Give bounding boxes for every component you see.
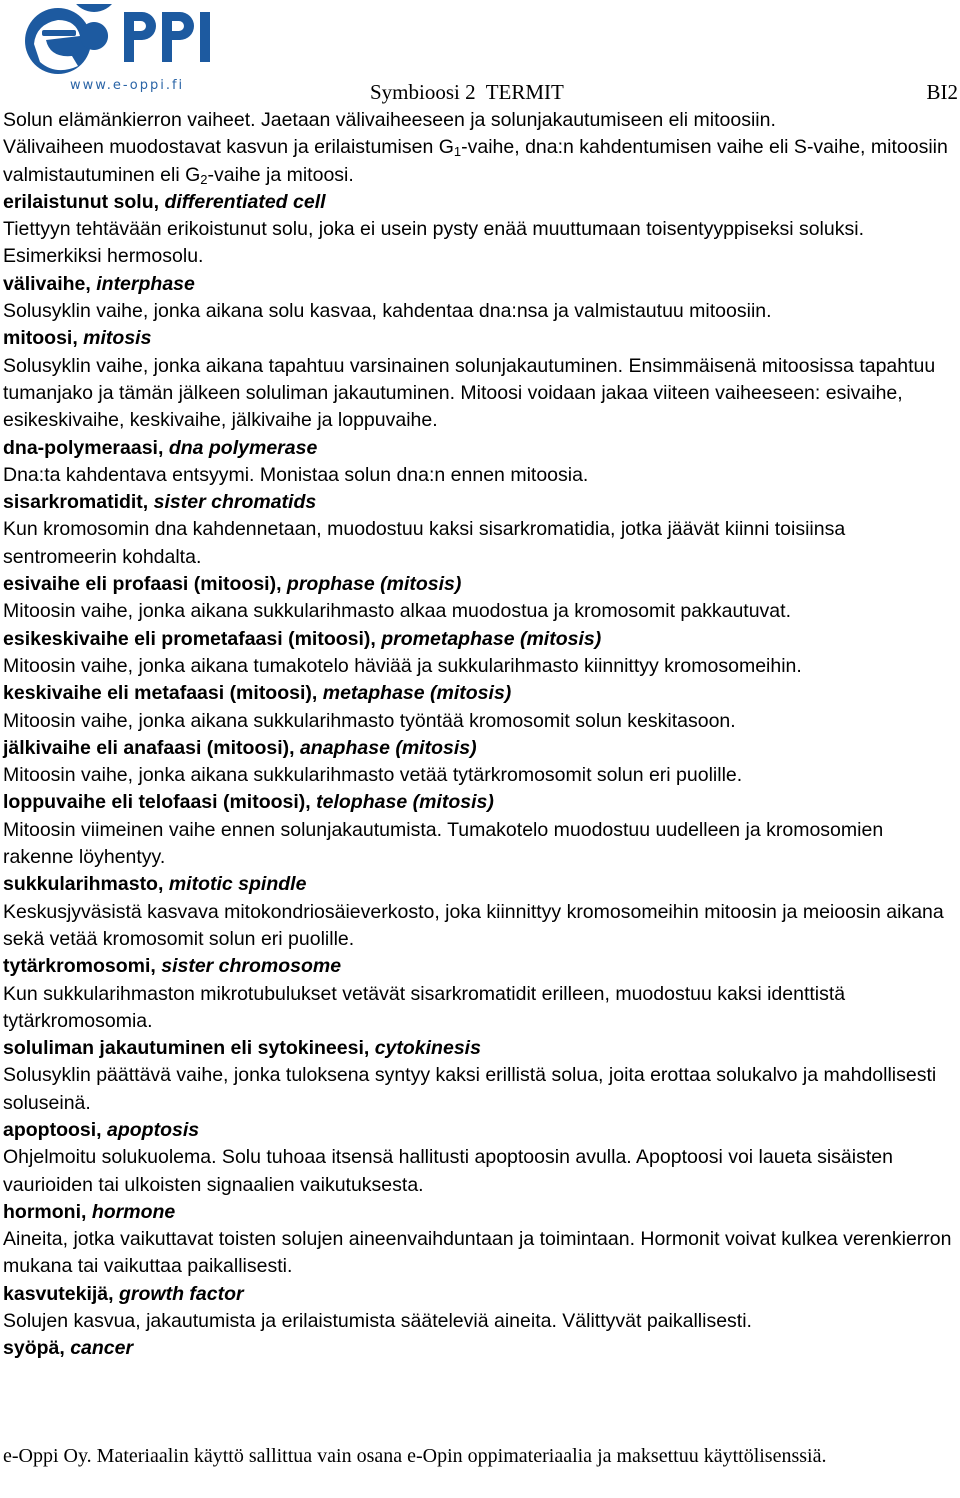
- term-english: sister chromatids: [153, 491, 317, 514]
- document-body: [3, 107, 955, 1363]
- term-definition: Mitoosin vaihe, jonka aikana sukkularihmasto alkaa muodostua ja kromosomit pakkautuvat.: [3, 600, 791, 623]
- intro-subscript-1: 1: [453, 144, 462, 160]
- term-heading: [3, 1335, 955, 1362]
- term-definition: Kun sukkularihmaston mikrotubulukset vetävät sisarkromatidit erilleen, muodostuu kaksi identtistä tytärkromosomia.: [3, 982, 846, 1032]
- term-definition: Ohjelmoitu solukuolema. Solu tuhoaa itsensä hallitusti apoptoosin avulla. Apoptoosi voi laueta sisäisten vaurioiden tai ulkoisten signaalien vaikutuksesta.: [3, 1146, 893, 1196]
- intro-text-a: Välivaiheen muodostavat kasvun ja erilaistumisen G: [3, 136, 454, 159]
- term-finnish: välivaihe,: [3, 272, 97, 295]
- intro-paragraph-2: [3, 134, 955, 189]
- e-oppi-logo-mark: [22, 4, 222, 78]
- term-finnish: sisarkromatidit,: [3, 491, 154, 514]
- term-english: anaphase (mitosis): [299, 736, 477, 759]
- term-definition: Solusyklin päättävä vaihe, jonka tuloksena syntyy kaksi erillistä solua, joita erottaa solukalvo ja mahdollisesti soluseinä.: [3, 1064, 937, 1114]
- term-heading: [3, 626, 955, 653]
- term-finnish: jälkivaihe eli anafaasi (mitoosi),: [3, 736, 300, 759]
- term-definition: Dna:ta kahdentava entsyymi. Monistaa solun dna:n ennen mitoosia.: [3, 463, 589, 486]
- term-finnish: sukkularihmasto,: [3, 873, 169, 896]
- term-english: prophase (mitosis): [286, 573, 462, 596]
- term-definition: Mitoosin vaihe, jonka aikana sukkularihmasto työntää kromosomit solun keskitasoon.: [3, 709, 736, 732]
- term-heading: [3, 871, 955, 898]
- term-heading: [3, 1199, 955, 1226]
- document-header: [0, 80, 960, 110]
- term-definition: Aineita, jotka vaikuttavat toisten solujen aineenvaihduntaan ja toimintaan. Hormonit voivat kulkea verenkierron mukana tai vaikuttaa paikallisesti.: [3, 1228, 952, 1278]
- term-heading: [3, 953, 955, 980]
- term-english: mitosis: [83, 327, 152, 350]
- term-english: differentiated cell: [164, 190, 326, 213]
- intro-paragraph-1: Solun elämänkierron vaiheet. Jaetaan välivaiheeseen ja solunjakautumiseen eli mitoosiin.: [3, 109, 776, 131]
- term-finnish: mitoosi,: [3, 327, 84, 350]
- term-english: dna polymerase: [168, 436, 318, 459]
- term-heading: [3, 1281, 955, 1308]
- term-finnish: apoptoosi,: [3, 1118, 107, 1141]
- term-heading: [3, 325, 955, 352]
- term-english: cancer: [70, 1337, 134, 1360]
- term-heading: [3, 1117, 955, 1144]
- intro-text-c: -vaihe ja mitoosi.: [207, 163, 354, 186]
- term-heading: [3, 189, 955, 216]
- term-finnish: syöpä,: [3, 1337, 71, 1360]
- intro-text-b: -vaihe, dna:n kahdentumisen vaihe eli S-vaihe, mitoosiin valmistautuminen eli G: [3, 136, 948, 186]
- term-list: [3, 189, 955, 1363]
- term-english: sister chromosome: [161, 955, 342, 978]
- term-finnish: erilaistunut solu,: [3, 190, 165, 213]
- term-definition: Solusyklin vaihe, jonka aikana tapahtuu varsinainen solunjakautuminen. Ensimmäisenä mitoosissa tapahtuu tumanjako ja tämän jälkeen soluliman jakautuminen. Mitoosi voidaan jakaa viiteen vaiheeseen: esivaihe, esikeskivaihe, keskivaihe, jälkivaihe ja loppuvaihe.: [3, 354, 936, 432]
- term-finnish: keskivaihe eli metafaasi (mitoosi),: [3, 682, 323, 705]
- term-english: growth factor: [119, 1282, 244, 1305]
- term-heading: [3, 1035, 955, 1062]
- term-heading: [3, 271, 955, 298]
- term-finnish: loppuvaihe eli telofaasi (mitoosi),: [3, 791, 317, 814]
- term-finnish: dna-polymeraasi,: [3, 436, 169, 459]
- term-definition: Solusyklin vaihe, jonka aikana solu kasvaa, kahdentaa dna:nsa ja valmistautuu mitoosiin.: [3, 300, 772, 323]
- term-finnish: soluliman jakautuminen eli sytokineesi,: [3, 1037, 375, 1060]
- term-heading: [3, 489, 955, 516]
- header-title: Symbioosi 2 TERMIT: [370, 80, 564, 104]
- term-finnish: tytärkromosomi,: [3, 955, 162, 978]
- term-heading: [3, 571, 955, 598]
- term-heading: [3, 435, 955, 462]
- logo-url: www.e-oppi.fi: [70, 78, 185, 93]
- term-english: prometaphase (mitosis): [381, 627, 602, 650]
- term-finnish: esikeskivaihe eli prometafaasi (mitoosi),: [3, 627, 382, 650]
- term-heading: [3, 680, 955, 707]
- term-definition: Mitoosin vaihe, jonka aikana tumakotelo häviää ja sukkularihmasto kiinnittyy kromosomeihin.: [3, 654, 802, 677]
- term-english: metaphase (mitosis): [322, 682, 512, 705]
- term-heading: [3, 735, 955, 762]
- document-footer: e-Oppi Oy. Materiaalin käyttö sallittua vain osana e-Opin oppimateriaalia ja maksettuu käyttölisenssiä.: [3, 1445, 827, 1467]
- term-english: interphase: [96, 272, 195, 295]
- term-finnish: esivaihe eli profaasi (mitoosi),: [3, 573, 287, 596]
- term-english: hormone: [91, 1200, 176, 1223]
- term-english: telophase (mitosis): [316, 791, 494, 814]
- term-definition: Keskusjyväsistä kasvava mitokondriosäieverkosto, joka kiinnittyy kromosomeihin mitoosin ja meioosin aikana sekä vetää kromosomit solun eri puolille.: [3, 900, 944, 950]
- term-english: cytokinesis: [374, 1037, 481, 1060]
- intro-subscript-2: 2: [200, 171, 208, 187]
- term-definition: Mitoosin vaihe, jonka aikana sukkularihmasto vetää tytärkromosomit solun eri puolille.: [3, 764, 743, 787]
- term-english: apoptosis: [107, 1118, 200, 1141]
- term-english: mitotic spindle: [168, 873, 307, 896]
- term-finnish: kasvutekijä,: [3, 1282, 119, 1305]
- term-definition: Tiettyyn tehtävään erikoistunut solu, joka ei usein pysty enää muuttumaan toisentyyppiseksi soluksi. Esimerkiksi hermosolu.: [3, 218, 864, 268]
- term-definition: Kun kromosomin dna kahdennetaan, muodostuu kaksi sisarkromatidia, jotka jäävät kiinni toisiinsa sentromeerin kohdalta.: [3, 518, 846, 568]
- term-finnish: hormoni,: [3, 1200, 92, 1223]
- term-heading: [3, 789, 955, 816]
- term-definition: Mitoosin viimeinen vaihe ennen solunjakautumista. Tumakotelo muodostuu uudelleen ja kromosomien rakenne löyhentyy.: [3, 818, 884, 869]
- term-definition: Solujen kasvua, jakautumista ja erilaistumista sääteleviä aineita. Välittyvät paikallisesti.: [3, 1310, 752, 1333]
- header-course-code: BI2: [926, 80, 958, 104]
